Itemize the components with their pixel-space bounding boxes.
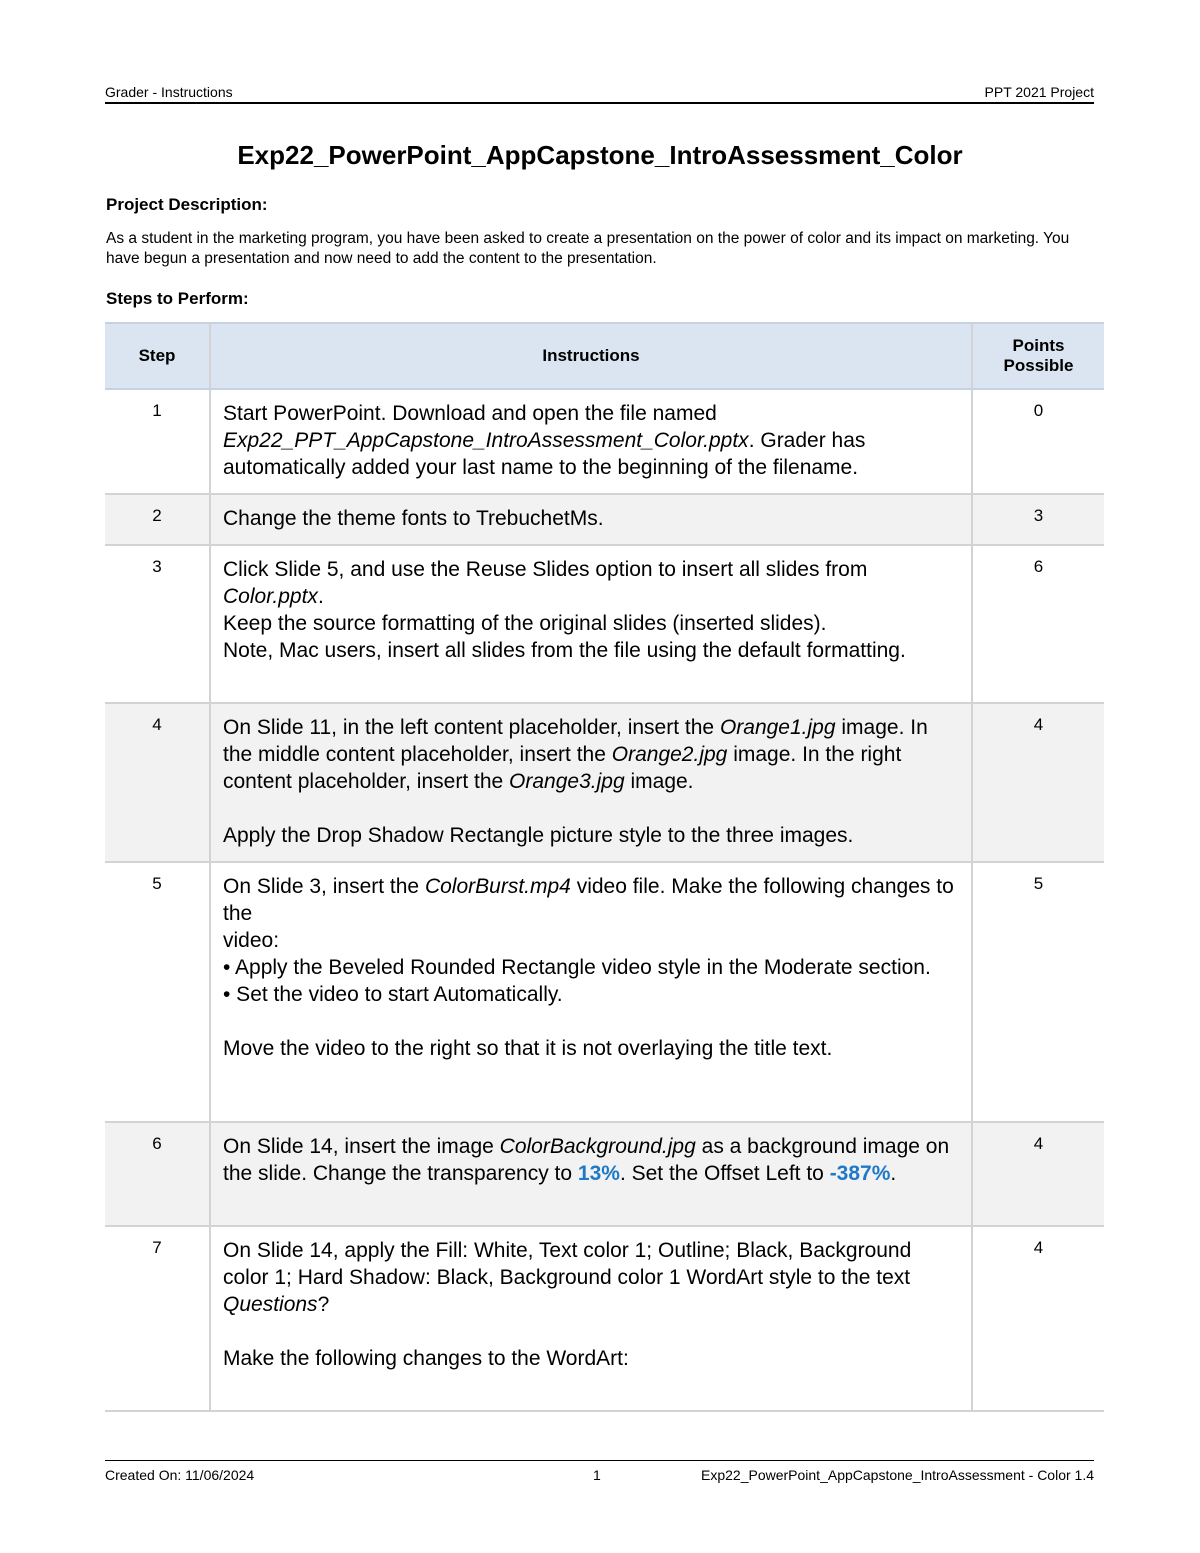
instruction-filename: Orange2.jpg [611, 743, 728, 766]
instruction-text: . [317, 585, 324, 608]
step-instructions [210, 389, 972, 494]
points-header-line2: Possible [1003, 356, 1074, 375]
instruction-text: Note, Mac users, insert all slides from the file using the default formatting. [223, 639, 906, 662]
instruction-text: On Slide 11, in the left content placeholder, insert the [223, 716, 715, 739]
steps-table [105, 322, 1104, 1412]
page-footer [105, 1460, 1094, 1485]
step-points: 4 [972, 703, 1104, 862]
instruction-text: . [890, 1162, 897, 1185]
step-instructions [210, 862, 972, 1122]
instruction-text: video file. Make the following changes to the [223, 875, 954, 925]
footer-document-version: Exp22_PowerPoint_AppCapstone_IntroAssessment - Color 1.4 [701, 1467, 1094, 1483]
instruction-bullet: • Set the video to start Automatically. [223, 983, 563, 1006]
header-right-text: PPT 2021 Project [984, 84, 1094, 100]
table-row [105, 703, 1104, 862]
instruction-text: ? [317, 1293, 330, 1316]
step-points: 5 [972, 862, 1104, 1122]
offset-left-value: -387% [829, 1162, 891, 1185]
step-instructions [210, 1226, 972, 1411]
instruction-filename: Color.pptx [223, 585, 318, 608]
header-left-text: Grader - Instructions [105, 84, 233, 100]
step-number: 1 [105, 389, 210, 494]
instruction-filename: Questions [223, 1293, 318, 1316]
table-header-row [105, 323, 1104, 389]
column-header-instructions: Instructions [210, 323, 972, 389]
step-number: 6 [105, 1122, 210, 1226]
column-header-points [972, 323, 1104, 389]
instruction-text: image. In the right content placeholder, insert the [223, 743, 902, 793]
instruction-text: . Grader has automatically added your last name to the beginning of the filename. [223, 429, 866, 479]
instruction-text: image. In the middle content placeholder, insert the [223, 716, 928, 766]
step-instructions [210, 545, 972, 703]
transparency-value: 13% [577, 1162, 620, 1185]
table-row [105, 1226, 1104, 1411]
instruction-filename: Orange1.jpg [719, 716, 836, 739]
document-title: Exp22_PowerPoint_AppCapstone_IntroAssessment_Color [237, 140, 963, 170]
table-row [105, 862, 1104, 1122]
instruction-text: Apply the Drop Shadow Rectangle picture style to the three images. [223, 824, 854, 847]
instruction-text: . Set the Offset Left to [619, 1162, 824, 1185]
instruction-text: Start PowerPoint. Download and open the file named [223, 402, 717, 425]
instruction-text: On Slide 14, apply the Fill: White, Text color 1; Outline; Black, Background color 1; Hard Shadow: Black, Background color 1 WordArt style to the text [223, 1239, 912, 1289]
instruction-text: Move the video to the right so that it is not overlaying the title text. [223, 1037, 833, 1060]
footer-created-on: Created On: 11/06/2024 [105, 1467, 255, 1483]
project-description-heading: Project Description: [106, 195, 268, 214]
instruction-bullet: • Apply the Beveled Rounded Rectangle video style in the Moderate section. [223, 956, 931, 979]
instruction-text: Make the following changes to the WordArt: [223, 1347, 629, 1370]
instruction-filename: ColorBurst.mp4 [424, 875, 571, 898]
step-instructions [210, 494, 972, 545]
step-points: 0 [972, 389, 1104, 494]
instruction-text: Change the theme fonts to TrebuchetMs. [223, 507, 604, 530]
instruction-text: Keep the source formatting of the original slides (inserted slides). [223, 612, 827, 635]
instruction-filename: ColorBackground.jpg [499, 1135, 696, 1158]
instruction-text: as a background image on the slide. Change the transparency to [223, 1135, 950, 1185]
instruction-text: On Slide 14, insert the image [223, 1135, 494, 1158]
table-row [105, 494, 1104, 545]
step-number: 7 [105, 1226, 210, 1411]
project-description-text: As a student in the marketing program, you have been asked to create a presentation on the power of color and its impact on marketing. You have begun a presentation and now need to add the content to the presentation. [106, 230, 1070, 267]
step-instructions [210, 703, 972, 862]
instruction-text: video: [223, 929, 280, 952]
step-number: 4 [105, 703, 210, 862]
instruction-filename: Orange3.jpg [509, 770, 625, 793]
column-header-step: Step [105, 323, 210, 389]
step-points: 4 [972, 1226, 1104, 1411]
page-header [105, 82, 1094, 104]
step-number: 2 [105, 494, 210, 545]
step-instructions [210, 1122, 972, 1226]
instruction-text: On Slide 3, insert the [223, 875, 420, 898]
step-points: 3 [972, 494, 1104, 545]
step-number: 3 [105, 545, 210, 703]
instruction-text: image. [630, 770, 694, 793]
instruction-text: Click Slide 5, and use the Reuse Slides option to insert all slides from [223, 558, 868, 581]
table-row [105, 545, 1104, 703]
table-row [105, 389, 1104, 494]
instruction-filename: Exp22_PPT_AppCapstone_IntroAssessment_Color.pptx [223, 429, 749, 452]
step-points: 4 [972, 1122, 1104, 1226]
points-header-line1: Points [1012, 336, 1065, 355]
step-points: 6 [972, 545, 1104, 703]
steps-heading: Steps to Perform: [106, 289, 249, 308]
step-number: 5 [105, 862, 210, 1122]
table-row [105, 1122, 1104, 1226]
footer-page-number: 1 [593, 1467, 601, 1483]
